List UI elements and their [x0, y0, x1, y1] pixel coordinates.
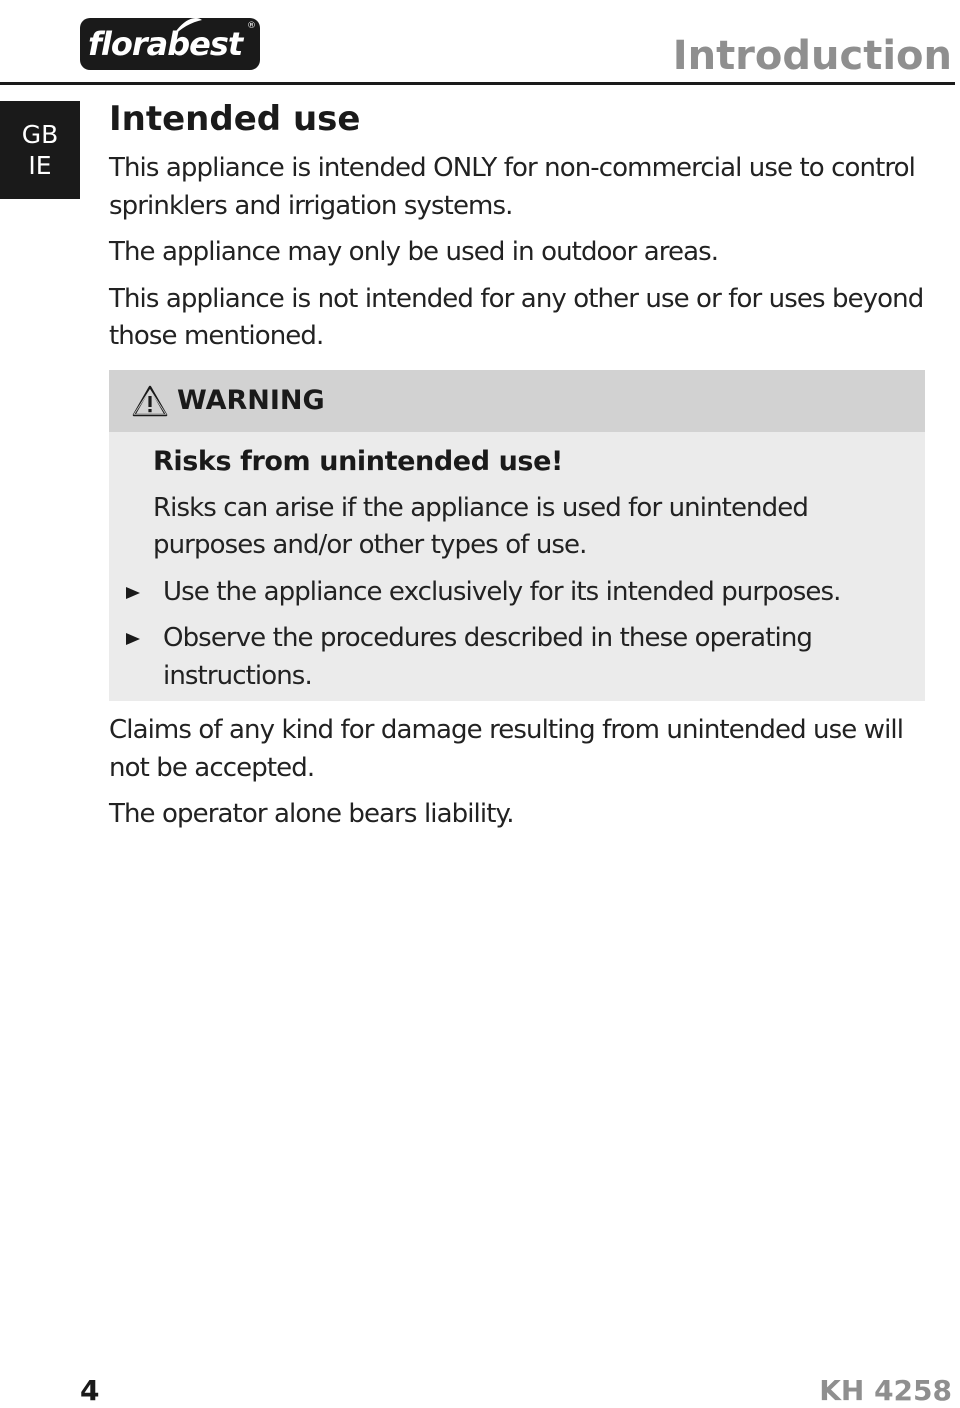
warning-box — [109, 370, 925, 702]
warning-body — [109, 432, 925, 702]
main-content — [109, 96, 931, 834]
instruction-text: Observe the procedures described in these operating instructions. — [163, 623, 813, 691]
section-header: Introduction — [672, 33, 952, 79]
brand-name: florabest — [88, 25, 243, 63]
warning-title: Risks from unintended use! — [153, 445, 563, 477]
warning-text: Risks can arise if the appliance is used for unintended purposes and/or other types of use. — [153, 492, 808, 560]
closing-paragraph: The operator alone bears liability. — [109, 799, 514, 829]
intro-paragraph: This appliance is not intended for any other use or for uses beyond those mentioned. — [109, 283, 924, 351]
warning-label: WARNING — [177, 385, 325, 416]
list-item — [153, 574, 911, 612]
page-title: Intended use — [109, 99, 361, 139]
intro-paragraph: The appliance may only be used in outdoor areas. — [109, 237, 719, 267]
arrow-right-icon — [125, 632, 141, 646]
model-number: KH 4258 — [819, 1374, 952, 1407]
closing-paragraph: Claims of any kind for damage resulting from unintended use will not be accepted. — [109, 715, 904, 783]
instruction-list — [153, 574, 911, 696]
language-code-gb: GB — [21, 120, 59, 149]
registered-mark: ® — [247, 21, 256, 31]
intro-paragraph: This appliance is intended ONLY for non-commercial use to control sprinklers and irrigation systems. — [109, 153, 915, 221]
list-item — [153, 620, 911, 695]
page-number: 4 — [80, 1374, 100, 1407]
warning-triangle-icon — [131, 384, 169, 418]
arrow-right-icon — [125, 586, 141, 600]
instruction-text: Use the appliance exclusively for its intended purposes. — [163, 576, 841, 607]
language-tab — [0, 101, 80, 199]
warning-header — [109, 370, 925, 432]
header-divider — [0, 82, 955, 85]
brand-logo — [80, 18, 260, 70]
language-code-ie: IE — [28, 151, 52, 180]
